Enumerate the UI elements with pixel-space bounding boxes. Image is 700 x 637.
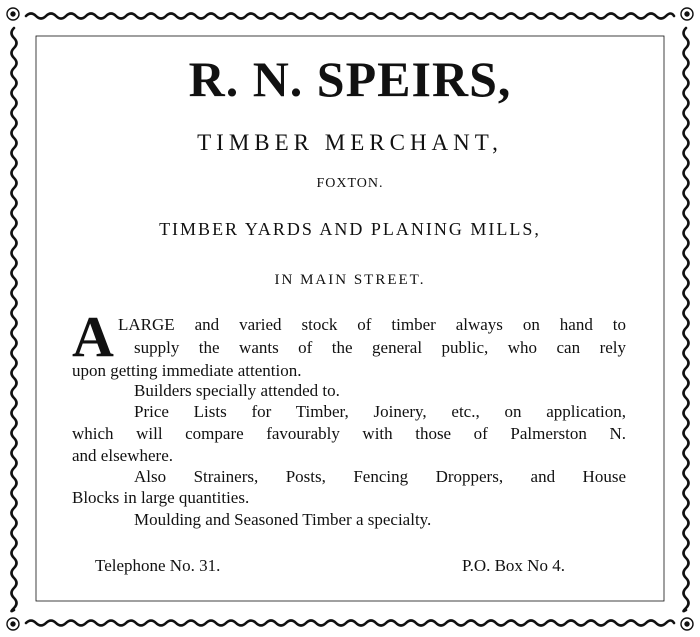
border-wave-top [26, 14, 674, 19]
corner-ornament-bottom-right [681, 618, 693, 630]
location-heading: IN MAIN STREET. [274, 272, 426, 288]
body-line: Blocks in large quantities. [72, 488, 250, 507]
trade-heading: TIMBER MERCHANT, [197, 130, 503, 155]
body-line: and elsewhere. [72, 446, 174, 465]
body-line: Builders specially attended to. [134, 381, 340, 400]
body-line: LARGE and varied stock of timber always on hand to [118, 315, 626, 334]
body-line: upon getting immediate attention. [72, 361, 302, 380]
body-line: which will compare favourably with those of Palmerston N. [72, 424, 626, 443]
border-wave-bottom [26, 621, 674, 626]
body-line: Price Lists for Timber, Joinery, etc., on application, [134, 402, 626, 421]
border-wave-left [12, 28, 17, 611]
corner-ornament-top-right [681, 8, 693, 20]
telephone-number: Telephone No. 31. [95, 556, 221, 575]
corner-ornament-top-left [7, 8, 19, 20]
body-line: Moulding and Seasoned Timber a specialty. [134, 510, 432, 529]
drop-cap: A [72, 304, 114, 369]
body-line: supply the wants of the general public, who can rely [134, 338, 626, 357]
body-line: Also Strainers, Posts, Fencing Droppers, and House [134, 467, 626, 486]
corner-ornament-bottom-left [7, 618, 19, 630]
border-wave-right [684, 28, 689, 611]
merchant-name: R. N. SPEIRS, [188, 51, 512, 107]
po-box-number: P.O. Box No 4. [462, 556, 565, 575]
premises-heading: TIMBER YARDS AND PLANING MILLS, [159, 219, 541, 239]
town-heading: FOXTON. [316, 176, 384, 191]
